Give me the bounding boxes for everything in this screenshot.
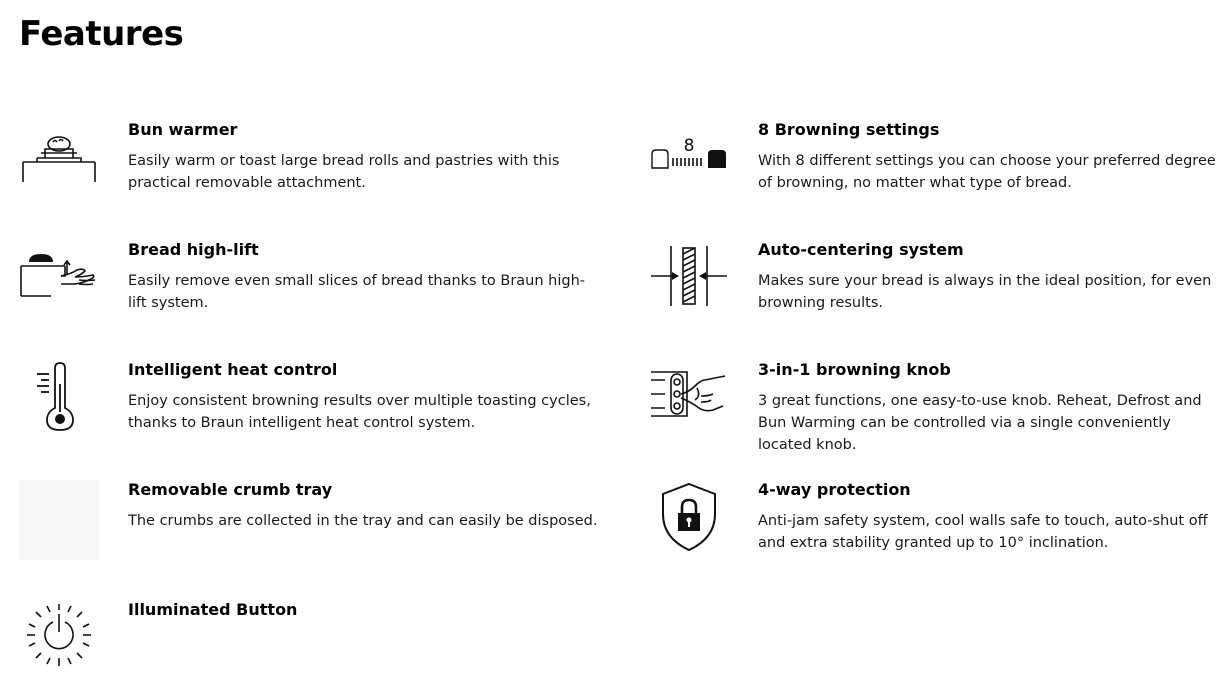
feature-description: 3 great functions, one easy-to-use knob. Reheat, Defrost and Bun Warming can be controlled via a single conveniently located knob. <box>758 393 1202 453</box>
feature-description: Anti-jam safety system, cool walls safe to touch, auto-shut off and extra stability granted up to 10° inclination. <box>758 513 1208 551</box>
feature-illuminated-button <box>19 600 619 700</box>
feature-title: Removable crumb tray <box>128 480 333 499</box>
feature-description: Easily warm or toast large bread rolls and pastries with this practical removable attachment. <box>128 153 560 191</box>
feature-description: Easily remove even small slices of bread thanks to Braun high-lift system. <box>128 273 585 311</box>
feature-title: 4-way protection <box>758 480 911 499</box>
feature-description: Enjoy consistent browning results over multiple toasting cycles, thanks to Braun intelligent heat control system. <box>128 393 591 431</box>
feature-title: Auto-centering system <box>758 240 964 259</box>
feature-title: 3-in-1 browning knob <box>758 360 951 379</box>
feature-description: The crumbs are collected in the tray and can easily be disposed. <box>128 513 598 529</box>
browning-settings-icon <box>649 120 729 200</box>
feature-description: Makes sure your bread is always in the ideal position, for even browning results. <box>758 273 1212 311</box>
feature-browning-settings <box>649 120 1225 220</box>
crumb-tray-icon <box>19 480 99 560</box>
feature-intelligent-heat-control <box>19 360 619 460</box>
feature-crumb-tray <box>19 480 619 580</box>
feature-browning-knob <box>649 360 1225 460</box>
feature-4-way-protection <box>649 480 1225 580</box>
feature-bun-warmer <box>19 120 619 220</box>
feature-bread-high-lift <box>19 240 619 340</box>
browning-knob-icon <box>649 360 729 440</box>
feature-description: With 8 different settings you can choose your preferred degree of browning, no matter what type of bread. <box>758 153 1216 191</box>
auto-centering-icon <box>649 240 729 320</box>
browning-level-label: 8 <box>683 136 695 156</box>
feature-title: Intelligent heat control <box>128 360 338 379</box>
shield-lock-icon <box>649 480 729 560</box>
feature-title: Bread high-lift <box>128 240 259 259</box>
feature-title: Bun warmer <box>128 120 238 139</box>
feature-title: 8 Browning settings <box>758 120 940 139</box>
thermometer-icon <box>19 360 99 440</box>
bun-warmer-icon <box>19 120 99 200</box>
feature-title: Illuminated Button <box>128 600 298 619</box>
feature-auto-centering <box>649 240 1225 340</box>
high-lift-icon <box>19 240 99 320</box>
illuminated-button-icon <box>19 600 99 680</box>
page-title: Features <box>19 14 184 54</box>
